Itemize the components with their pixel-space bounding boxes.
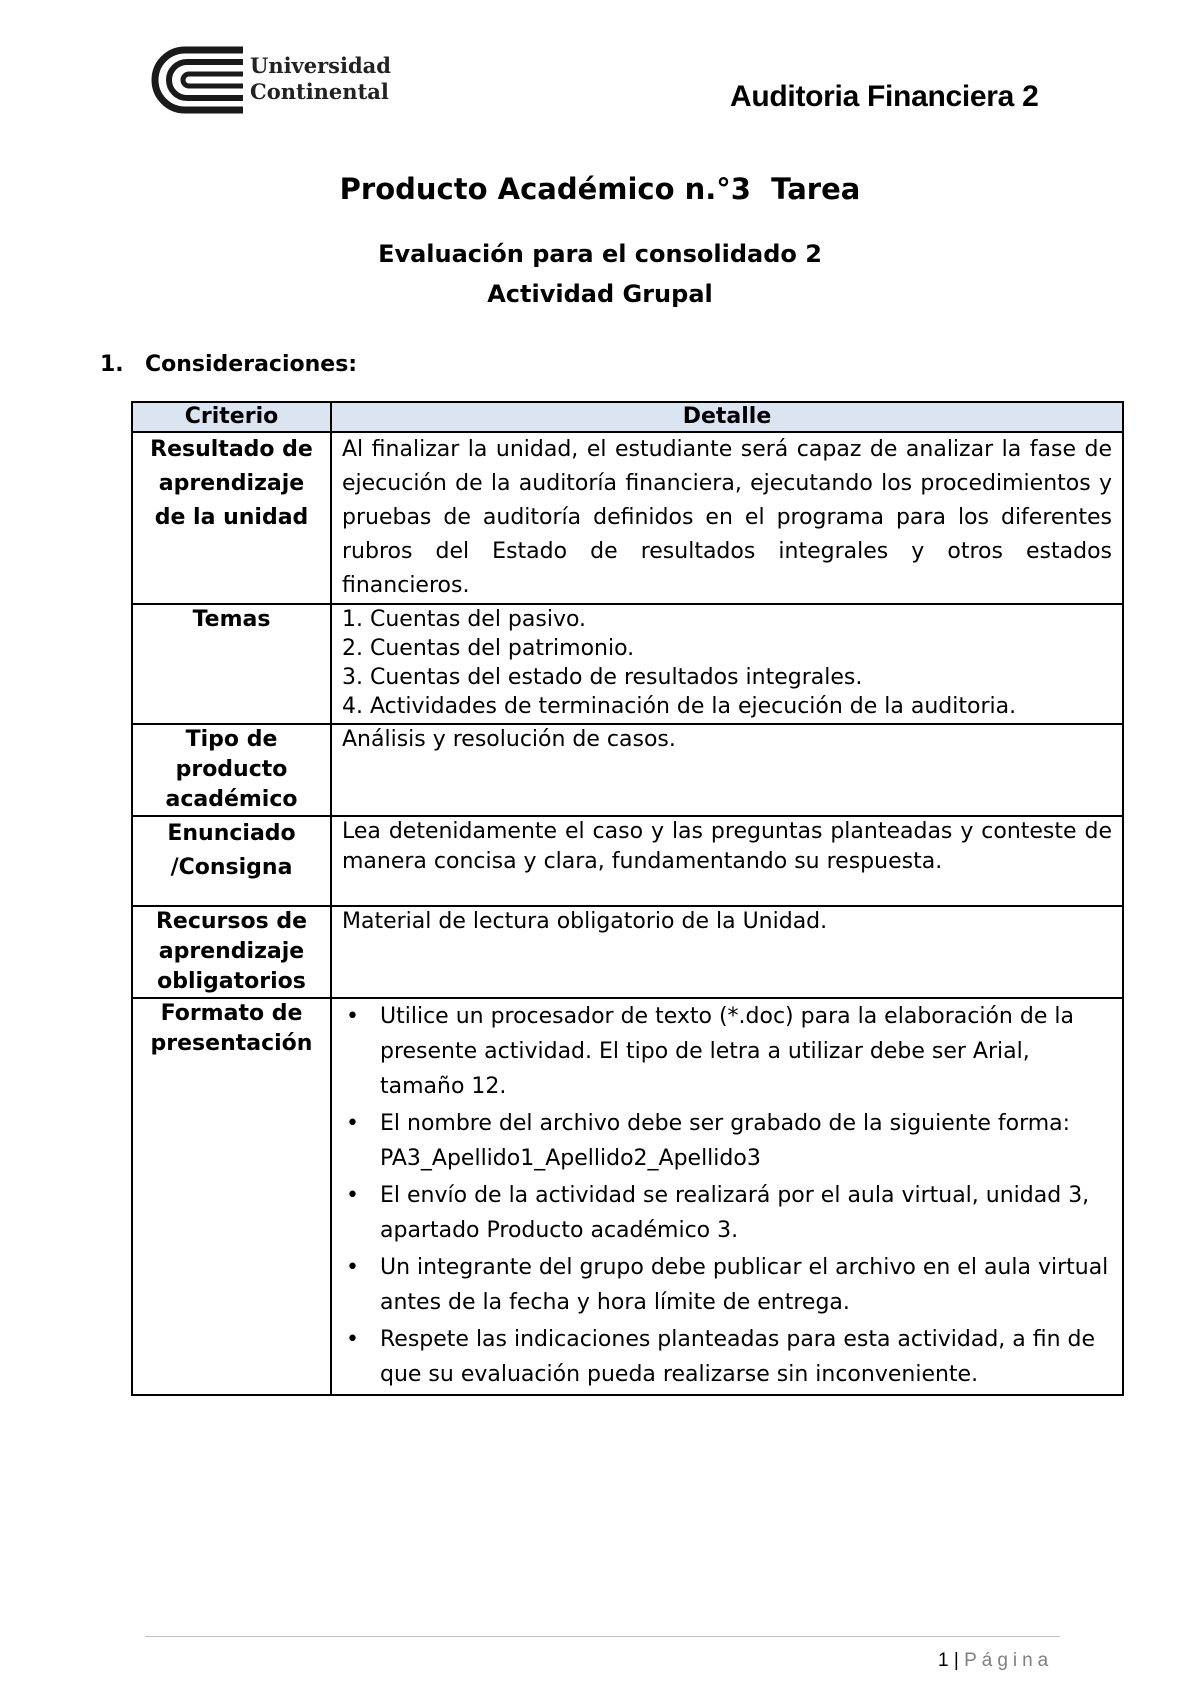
- header-detalle: Detalle: [331, 402, 1123, 432]
- row-label: Tipo de producto académico: [132, 724, 331, 816]
- list-item: 1. Cuentas del pasivo.: [342, 607, 587, 632]
- row-detail: [331, 998, 1123, 1395]
- row-label: Temas: [132, 604, 331, 724]
- list-item: 4. Actividades de terminación de la ejecución de la auditoria.: [342, 694, 1017, 719]
- list-item-text: El envío de la actividad se realizará por el aula virtual, unidad 3, apartado Producto académico 3.: [380, 1183, 1090, 1243]
- row-label: Enunciado /Consigna: [132, 816, 331, 906]
- page-number: 1: [938, 1650, 949, 1671]
- list-item-text: Respete las indicaciones planteadas para esta actividad, a fin de que su evaluación pueda realizarse sin inconveniente.: [380, 1327, 1096, 1387]
- row-detail: [331, 604, 1123, 724]
- section-number: 1.: [100, 352, 124, 377]
- list-item: 3. Cuentas del estado de resultados integrales.: [342, 665, 863, 690]
- list-item-text: Utilice un procesador de texto (*.doc) para la elaboración de la presente actividad. El tipo de letra a utilizar debe ser Arial, tamaño 12.: [380, 1004, 1074, 1099]
- subtitle-activity: Actividad Grupal: [487, 280, 713, 308]
- table-row-recursos: [132, 906, 1123, 998]
- table-row-temas: [132, 604, 1123, 724]
- table-row-tipo: [132, 724, 1123, 816]
- page-label: Página: [964, 1650, 1054, 1671]
- criteria-table: [131, 401, 1124, 1396]
- row-detail: Análisis y resolución de casos.: [331, 724, 1123, 816]
- bullet-icon: •: [346, 1255, 359, 1280]
- list-item: [342, 1178, 1112, 1248]
- list-item: [342, 1322, 1112, 1392]
- university-logo: [145, 45, 395, 115]
- bullet-icon: •: [346, 1004, 359, 1029]
- page-title: Producto Académico n.°3 Tarea: [339, 172, 861, 206]
- bullet-icon: •: [346, 1327, 359, 1352]
- row-detail: Material de lectura obligatorio de la Unidad.: [331, 906, 1123, 998]
- header-criterio: Criterio: [132, 402, 331, 432]
- logo-line-2: Continental: [250, 79, 389, 104]
- footer-separator: |: [953, 1650, 959, 1671]
- continental-logo-icon: [145, 46, 265, 114]
- table-header-row: [132, 402, 1123, 432]
- table-row-formato: [132, 998, 1123, 1395]
- row-detail: Al finalizar la unidad, el estudiante será capaz de analizar la fase de ejecución de la auditoría financiera, ejecutando los procedimientos y pruebas de auditoría definidos en el programa para los diferentes rubros del Estado de resultados integrales y otros estados financieros.: [331, 432, 1123, 604]
- subtitle-evaluation: Evaluación para el consolidado 2: [378, 240, 822, 268]
- format-list: [342, 999, 1112, 1392]
- row-label: Recursos de aprendizaje obligatorios: [132, 906, 331, 998]
- list-item: 2. Cuentas del patrimonio.: [342, 636, 635, 661]
- list-item: [342, 1250, 1112, 1320]
- logo-wordmark: [250, 53, 391, 105]
- bullet-icon: •: [346, 1183, 359, 1208]
- table-row-enunciado: [132, 816, 1123, 906]
- course-title: Auditoria Financiera 2: [730, 80, 1039, 113]
- list-item: [342, 999, 1112, 1104]
- bullet-icon: •: [346, 1111, 359, 1136]
- page-footer: [938, 1650, 1053, 1672]
- list-item-text: El nombre del archivo debe ser grabado de la siguiente forma: PA3_Apellido1_Apellido2_Apellido3: [380, 1111, 1071, 1171]
- row-detail: Lea detenidamente el caso y las preguntas planteadas y conteste de manera concisa y clara, fundamentando su respuesta.: [331, 816, 1123, 906]
- section-label: Consideraciones:: [145, 352, 358, 377]
- list-item: [342, 1106, 1112, 1176]
- list-item-text: Un integrante del grupo debe publicar el archivo en el aula virtual antes de la fecha y hora límite de entrega.: [380, 1255, 1109, 1315]
- table-row-resultado: [132, 432, 1123, 604]
- row-label: Resultado de aprendizaje de la unidad: [132, 432, 331, 604]
- row-label: Formato de presentación: [132, 998, 331, 1395]
- section-heading: [100, 352, 357, 377]
- logo-line-1: Universidad: [250, 53, 391, 78]
- footer-divider: [145, 1636, 1060, 1637]
